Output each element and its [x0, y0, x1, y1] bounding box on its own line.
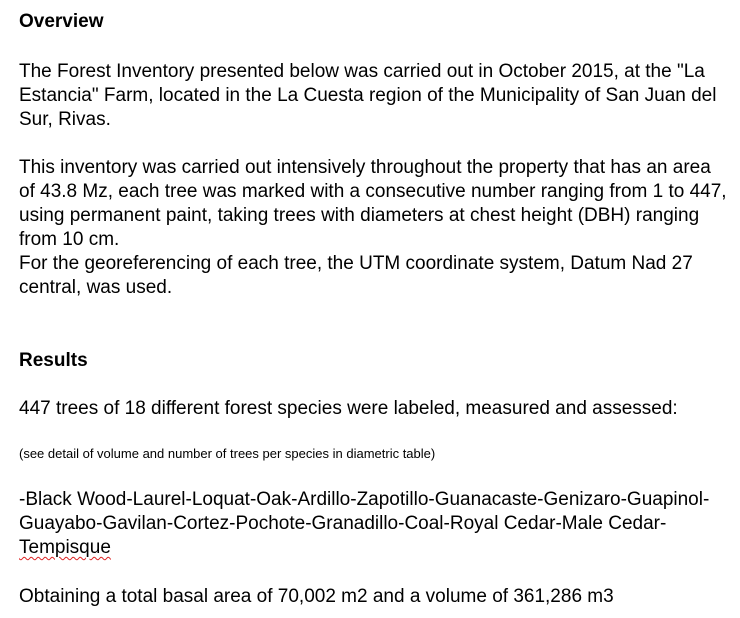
- species-list: [19, 488, 731, 560]
- species-list-last: Tempisque: [19, 537, 111, 558]
- overview-heading: Overview: [19, 11, 104, 32]
- results-heading: Results: [19, 350, 88, 371]
- species-list-main: -Black Wood-Laurel-Loquat-Oak-Ardillo-Zapotillo-Guanacaste-Genizaro-Guapinol-Guayabo-Gavilan-Cortez-Pochote-Granadillo-Coal-Royal Cedar-Male Cedar-: [19, 489, 710, 534]
- results-note: (see detail of volume and number of trees per species in diametric table): [19, 446, 436, 461]
- overview-paragraph-2: This inventory was carried out intensively throughout the property that has an area of 43.8 Mz, each tree was marked with a consecutive number ranging from 1 to 447, using permanent paint, taking trees with diameters at chest height (DBH) ranging from 10 cm.: [19, 157, 727, 250]
- results-summary: 447 trees of 18 different forest species were labeled, measured and assessed:: [19, 398, 678, 419]
- results-totals: Obtaining a total basal area of 70,002 m2 and a volume of 361,286 m3: [19, 586, 614, 607]
- overview-paragraph-3: For the georeferencing of each tree, the UTM coordinate system, Datum Nad 27 central, was used.: [19, 253, 693, 298]
- overview-paragraph-1: The Forest Inventory presented below was carried out in October 2015, at the "La Estancia" Farm, located in the La Cuesta region of the Municipality of San Juan del Sur, Rivas.: [19, 61, 717, 130]
